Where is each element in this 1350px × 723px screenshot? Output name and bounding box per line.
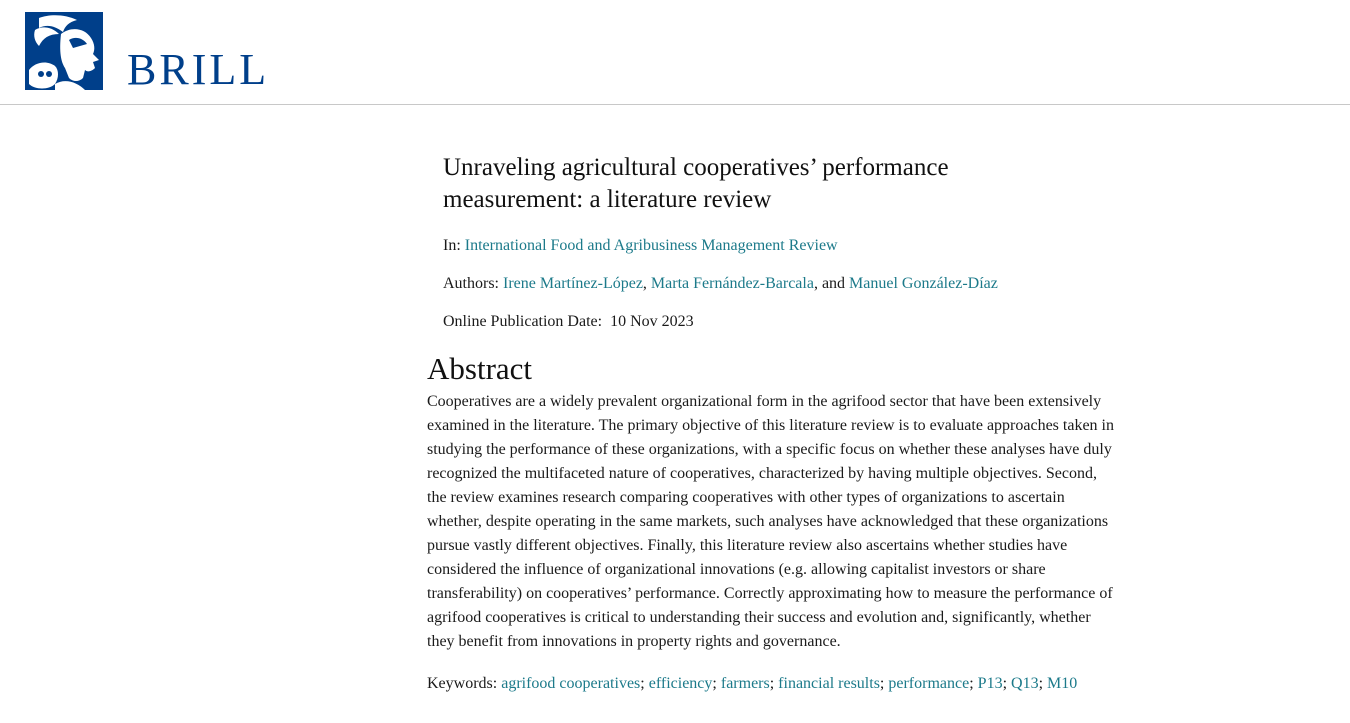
keyword-link[interactable]: efficiency xyxy=(648,675,713,692)
keyword-link[interactable]: agrifood cooperatives xyxy=(501,675,641,692)
article-meta xyxy=(427,152,1127,332)
brand-wordmark[interactable]: BRILL xyxy=(127,45,270,94)
abstract-text: Cooperatives are a widely prevalent organizational form in the agrifood sector that have been extensively examined in the literature. The primary objective of this literature review is to evaluate approaches taken in studying the performance of these organizations, with a specific focus on whether these analyses have duly recognized the multifaceted nature of cooperatives, characterized by having multiple objectives. Second, the review examines research comparing cooperatives with other types of organizations to ascertain whether, despite operating in the same markets, such analyses have acknowledged that these organizations pursue vastly different objectives. Finally, this literature review also ascertains whether studies have considered the influence of organizational innovations (e.g. allowing capitalist investors or share transferability) on cooperatives’ performance. Correctly approximating how to measure the performance of agrifood cooperatives is critical to understanding their success and evolution and, significantly, whether they benefit from innovations in property rights and governance. xyxy=(427,393,1114,650)
keyword-separator: ; xyxy=(1002,675,1008,692)
author-link[interactable]: Irene Martínez-López xyxy=(503,275,643,292)
article-title: Unraveling agricultural cooperatives’ performance measurement: a literature review xyxy=(443,154,949,213)
authors-line xyxy=(443,274,1127,294)
article-main xyxy=(427,150,1127,694)
keyword-link[interactable]: P13 xyxy=(977,675,1003,692)
author-link[interactable]: Manuel González-Díaz xyxy=(849,275,998,292)
publication-date-line xyxy=(443,312,1127,332)
publication-date-label: Online Publication Date: xyxy=(443,313,603,330)
keyword-separator: ; xyxy=(1038,675,1044,692)
keyword-link[interactable]: financial results xyxy=(778,675,880,692)
author-separator: , and xyxy=(813,275,846,292)
athena-helmet-icon xyxy=(25,12,103,90)
keyword-link[interactable]: Q13 xyxy=(1011,675,1039,692)
author-link[interactable]: Marta Fernández-Barcala xyxy=(650,275,814,292)
journal-label: In: xyxy=(443,237,461,254)
keyword-link[interactable]: M10 xyxy=(1047,675,1078,692)
authors-label: Authors: xyxy=(443,275,499,292)
keyword-separator: ; xyxy=(769,675,775,692)
keyword-separator: ; xyxy=(969,675,974,692)
author-separator: , xyxy=(642,275,647,292)
keywords-line xyxy=(427,674,1127,694)
journal-link[interactable]: International Food and Agribusiness Management Review xyxy=(464,237,838,254)
keywords-label: Keywords: xyxy=(427,675,498,692)
keyword-separator: ; xyxy=(712,675,717,692)
keyword-separator: ; xyxy=(879,675,885,692)
journal-line xyxy=(443,236,1127,256)
keyword-separator: ; xyxy=(640,675,645,692)
brill-logo-icon[interactable] xyxy=(25,12,103,90)
publication-date-value: 10 Nov 2023 xyxy=(610,313,694,330)
keyword-link[interactable]: farmers xyxy=(720,675,770,692)
keyword-link[interactable]: performance xyxy=(888,675,970,692)
abstract-heading: Abstract xyxy=(427,351,533,386)
site-header xyxy=(0,0,1350,105)
